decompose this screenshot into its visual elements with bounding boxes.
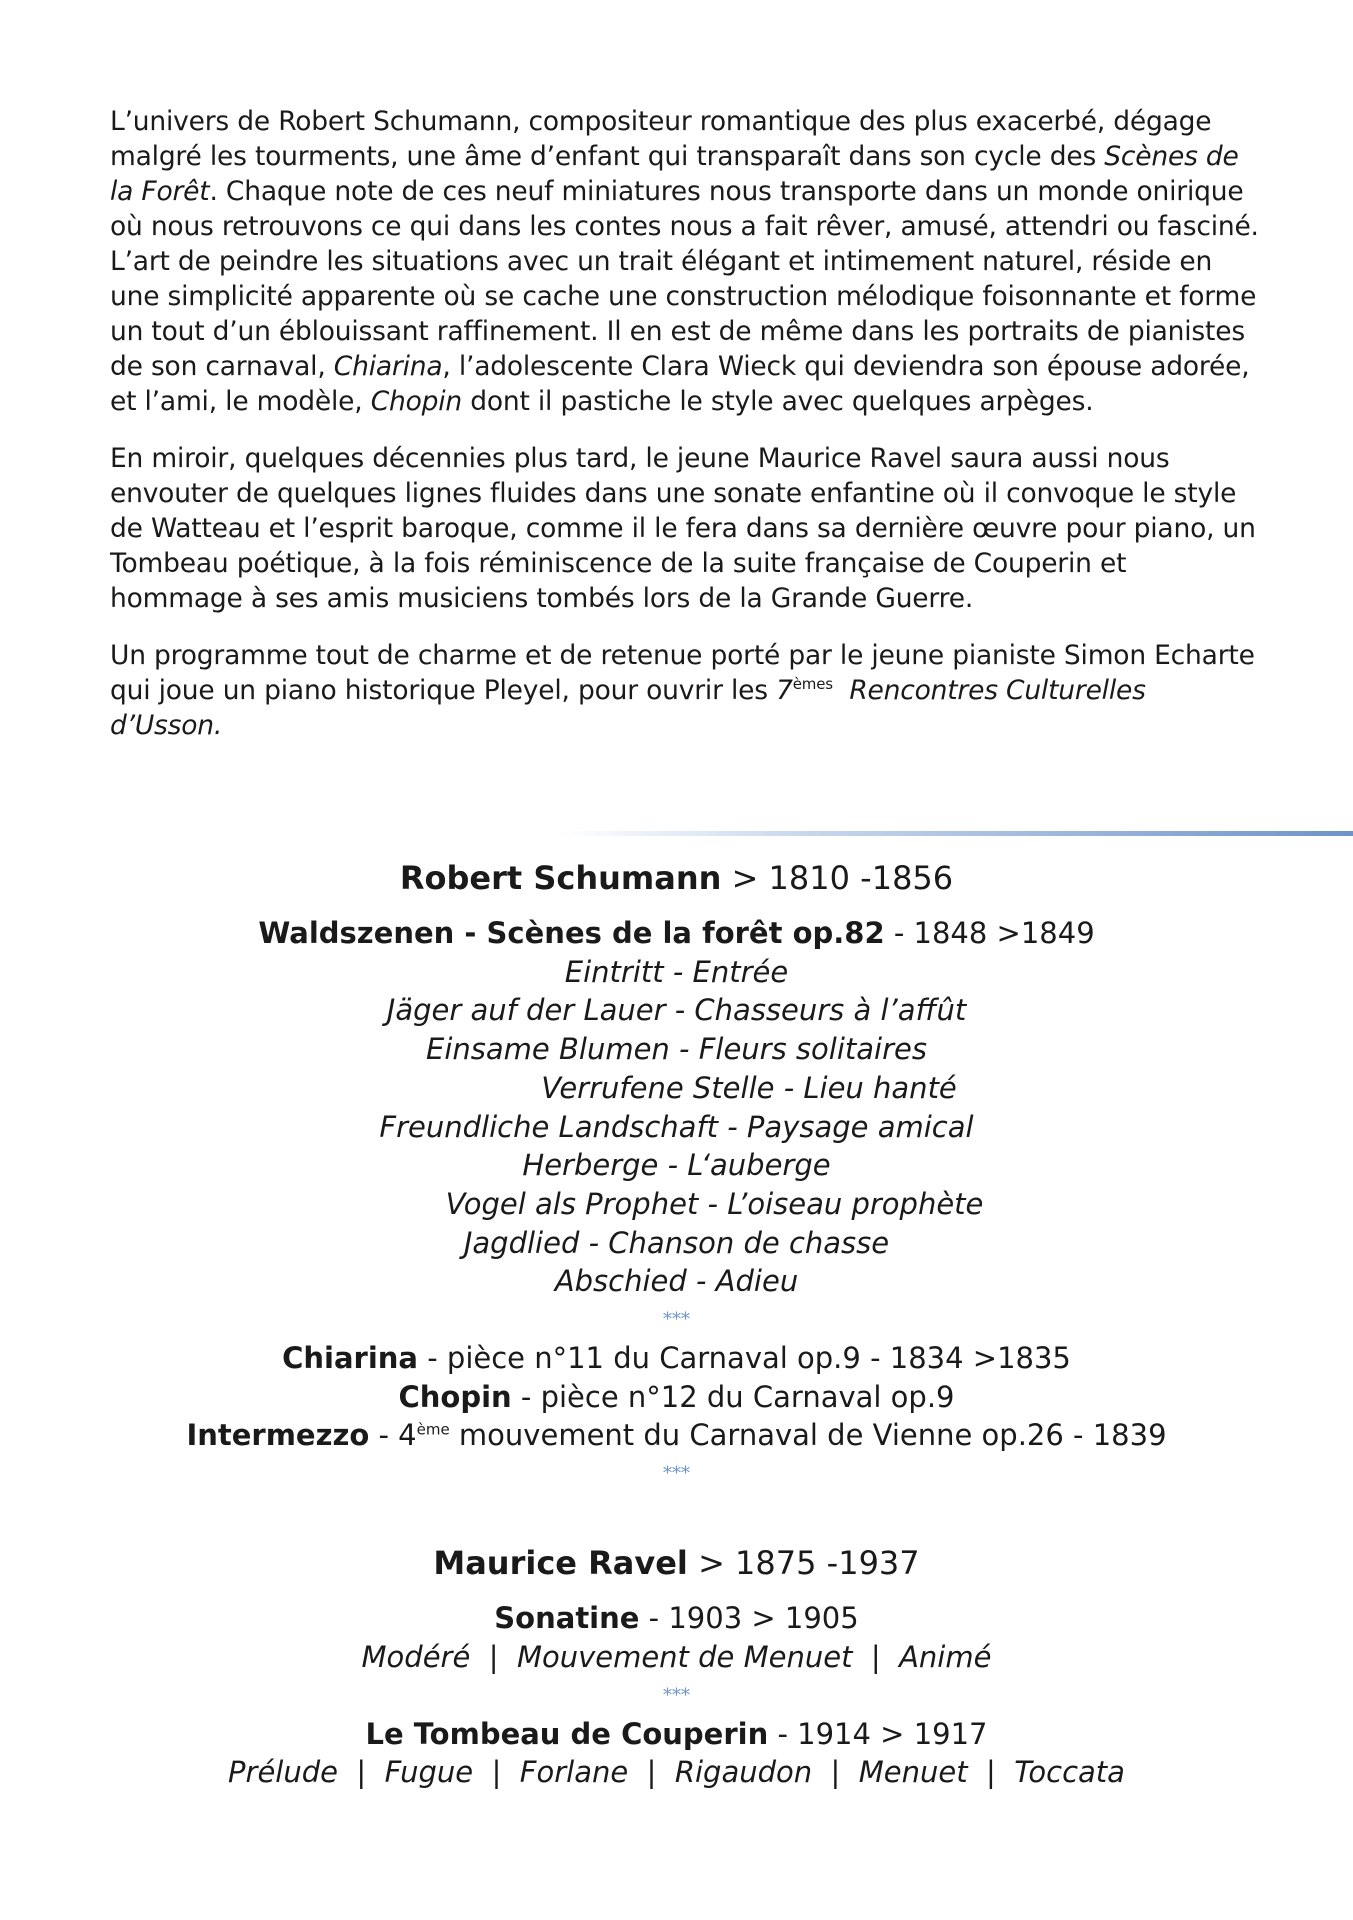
intro-p1-text: L’univers de Robert Schumann, compositeur romantique des plus exacerbé, dégage malgré les tourments, une âme d’enfant qui transparaît dans son cycle des (110, 106, 1212, 172)
composer-dates: > 1875 -1937 (687, 1544, 920, 1583)
composer-name: Maurice Ravel (433, 1544, 688, 1583)
intro-p1-text: . Chaque note de ces neuf miniatures nous transporte dans un monde onirique où nous retrouvons ce qui dans les contes nous a fait rêver, amusé, attendri ou fasciné. L’art de peindre les situations avec un trait élégant et intimement naturel, réside en une simplicité apparente où se cache une construction mélodique foisonnante et forme un tout d’un éblouissant raffinement. Il en est de même dans les portraits de pianistes de son carnaval, (110, 176, 1259, 382)
work-details: mouvement du Carnaval de Vienne op.26 - 1839 (449, 1418, 1167, 1453)
movement: Jagdlied - Chanson de chasse (463, 1225, 890, 1260)
movement: Einsame Blumen - Fleurs solitaires (426, 1032, 927, 1067)
work-dates: - 1914 > 1917 (768, 1716, 988, 1751)
composer-schumann (0, 856, 1353, 900)
spacer (0, 1493, 1353, 1541)
movement-list: Modéré | Mouvement de Menuet | Animé (361, 1639, 992, 1674)
work-title: Le Tombeau de Couperin (365, 1716, 769, 1751)
program (0, 856, 1353, 1792)
composer-ravel (0, 1541, 1353, 1585)
intro-p3-superscript: èmes (792, 675, 833, 694)
section-divider (560, 831, 1353, 836)
composer-dates: > 1810 -1856 (721, 859, 954, 897)
work-details: - pièce n°11 du Carnaval op.9 - 1834 >1835 (418, 1341, 1071, 1376)
intro-p3-italic: Rencontres Culturelles d’Usson. (110, 675, 1154, 741)
intro-paragraph-1 (110, 104, 1260, 419)
intro-p1-italic: Scènes de la Forêt (110, 141, 1239, 207)
intro-text (110, 104, 1260, 765)
work-title: Chopin (398, 1379, 512, 1414)
intro-paragraph-2: En miroir, quelques décennies plus tard, le jeune Maurice Ravel saura aussi nous envouter de quelques lignes fluides dans une sonate enfantine où il convoque le style de Watteau et l’esprit baroque, comme il le fera dans sa dernière œuvre pour piano, un Tombeau poétique, à la fois réminiscence de la suite française de Couperin et hommage à ses amis musiciens tombés lors de la Grande Guerre. (110, 443, 1256, 614)
work-details-sup: ème (416, 1420, 450, 1439)
movement: Freundliche Landschaft - Paysage amical (379, 1109, 974, 1144)
movement: Jäger auf der Lauer - Chasseurs à l’affût (386, 993, 967, 1028)
intro-p1-text: , l’adolescente Clara Wieck qui deviendra son épouse adorée, et l’ami, le modèle, (110, 351, 1250, 417)
movement-list: Prélude | Fugue | Forlane | Rigaudon | Menuet | Toccata (228, 1755, 1125, 1790)
movement: Abschied - Adieu (554, 1264, 799, 1299)
movement: Eintritt - Entrée (564, 954, 789, 989)
work-sonatine (0, 1599, 1353, 1638)
work-title: Sonatine (494, 1601, 640, 1636)
work-dates: - 1848 >1849 (884, 916, 1095, 950)
separator-stars: *** (663, 1463, 690, 1485)
work-intermezzo (0, 1416, 1353, 1455)
movement: Verrufene Stelle - Lieu hanté (541, 1070, 957, 1105)
intro-p1-text: dont il pastiche le style avec quelques arpèges. (462, 386, 1094, 417)
composer-name: Robert Schumann (399, 859, 722, 897)
intro-p1-italic: Chopin (370, 386, 463, 417)
work-title: Intermezzo (186, 1418, 370, 1453)
movement: Herberge - L‘auberge (522, 1148, 831, 1183)
work-tombeau (0, 1715, 1353, 1754)
work-details: - pièce n°12 du Carnaval op.9 (511, 1379, 955, 1414)
intro-paragraph-3 (110, 638, 1260, 743)
separator-stars: *** (663, 1309, 690, 1331)
work-title: Chiarina (282, 1341, 419, 1376)
work-waldszenen (0, 914, 1353, 953)
work-chiarina (0, 1339, 1353, 1378)
intro-p1-italic: Chiarina (333, 351, 443, 382)
work-chopin (0, 1378, 1353, 1417)
movement: Vogel als Prophet - L’oiseau prophète (445, 1186, 984, 1221)
work-title: Waldszenen - Scènes de la forêt op.82 (258, 916, 885, 950)
intro-p3-text: Un programme tout de charme et de retenue porté par le jeune pianiste Simon Echarte qui joue un piano historique Pleyel, pour ouvrir les (110, 640, 1255, 706)
work-details-pre: - 4 (369, 1418, 417, 1453)
intro-p3-number: 7 (776, 675, 793, 706)
work-dates: - 1903 > 1905 (639, 1601, 859, 1636)
separator-stars: *** (663, 1684, 690, 1706)
